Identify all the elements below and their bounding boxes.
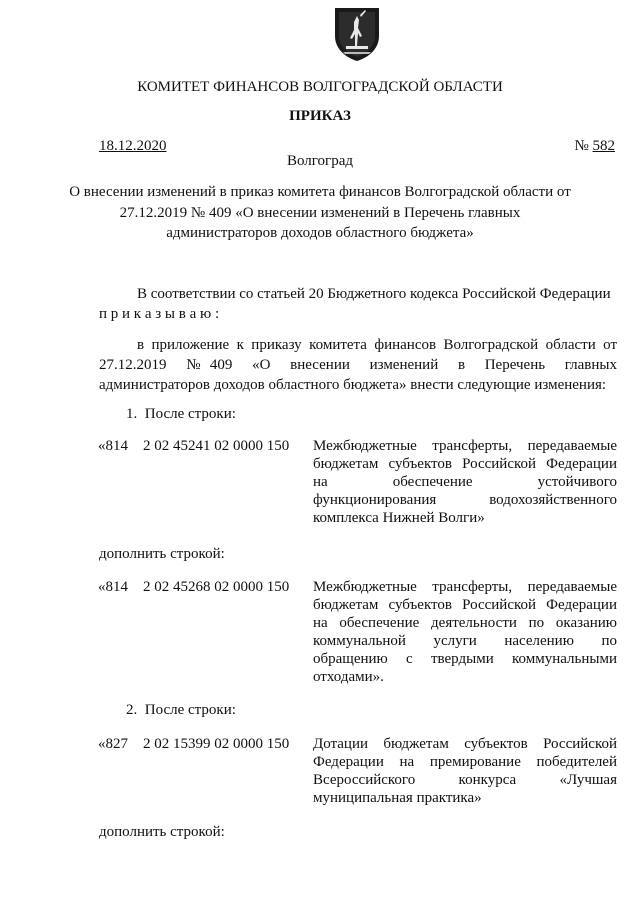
- document-type: ПРИКАЗ: [289, 108, 351, 124]
- description-line: коммунальной услуги населению по: [313, 633, 617, 649]
- description-line: обращению с твердыми коммунальными: [313, 651, 617, 667]
- item-2-label: 2. После строки:: [126, 702, 236, 718]
- order-word: п р и к а з ы в а ю :: [99, 306, 220, 322]
- description-line: комплекса Нижней Волги»: [313, 510, 485, 526]
- number-value: 582: [592, 138, 615, 154]
- entry-2-code: «814 2 02 45268 02 0000 150: [98, 579, 290, 595]
- description-line: отходами».: [313, 669, 384, 685]
- entry-1-code: «814 2 02 45241 02 0000 150: [98, 438, 290, 454]
- description-line: бюджетам субъектов Российской Федерации: [313, 456, 617, 472]
- document-city: Волгоград: [286, 153, 353, 169]
- document-date: 18.12.2020: [99, 138, 167, 154]
- paragraph-line: 27.12.2019 № 409 «О внесении изменений в Перечень главных: [99, 357, 617, 373]
- description-line: на обеспечение деятельности по оказанию: [313, 615, 617, 631]
- description-line: на обеспечение устойчивого: [313, 474, 617, 490]
- description-line: Межбюджетные трансферты, передаваемые: [313, 438, 617, 454]
- append-line-1: дополнить строкой:: [99, 546, 225, 562]
- description-line: бюджетам субъектов Российской Федерации: [313, 597, 617, 613]
- intro-line: В соответствии со статьей 20 Бюджетного кодекса Российской Федерации: [137, 286, 611, 302]
- title-line: администраторов доходов областного бюджета»: [166, 225, 474, 241]
- paragraph-line: в приложение к приказу комитета финансов Волгоградской области от: [137, 337, 617, 353]
- description-line: Федерации на премирование победителей: [313, 754, 617, 770]
- committee-name: КОМИТЕТ ФИНАНСОВ ВОЛГОГРАДСКОЙ ОБЛАСТИ: [137, 79, 503, 95]
- append-line-2: дополнить строкой:: [99, 824, 225, 840]
- item-1-label: 1. После строки:: [126, 406, 236, 422]
- title-line: 27.12.2019 № 409 «О внесении изменений в Перечень главных: [119, 205, 521, 221]
- number-prefix: №: [574, 138, 589, 154]
- title-line: О внесении изменений в приказ комитета финансов Волгоградской области от: [69, 184, 571, 200]
- coat-of-arms-icon: [333, 6, 381, 62]
- description-line: Дотации бюджетам субъектов Российской: [313, 736, 617, 752]
- description-line: муниципальная практика»: [313, 790, 482, 806]
- description-line: Межбюджетные трансферты, передаваемые: [313, 579, 617, 595]
- description-line: Всероссийского конкурса «Лучшая: [313, 772, 617, 788]
- entry-3-code: «827 2 02 15399 02 0000 150: [98, 736, 290, 752]
- description-line: функционирования водохозяйственного: [313, 492, 617, 508]
- paragraph-line: администраторов доходов областного бюджета» внести следующие изменения:: [99, 377, 607, 393]
